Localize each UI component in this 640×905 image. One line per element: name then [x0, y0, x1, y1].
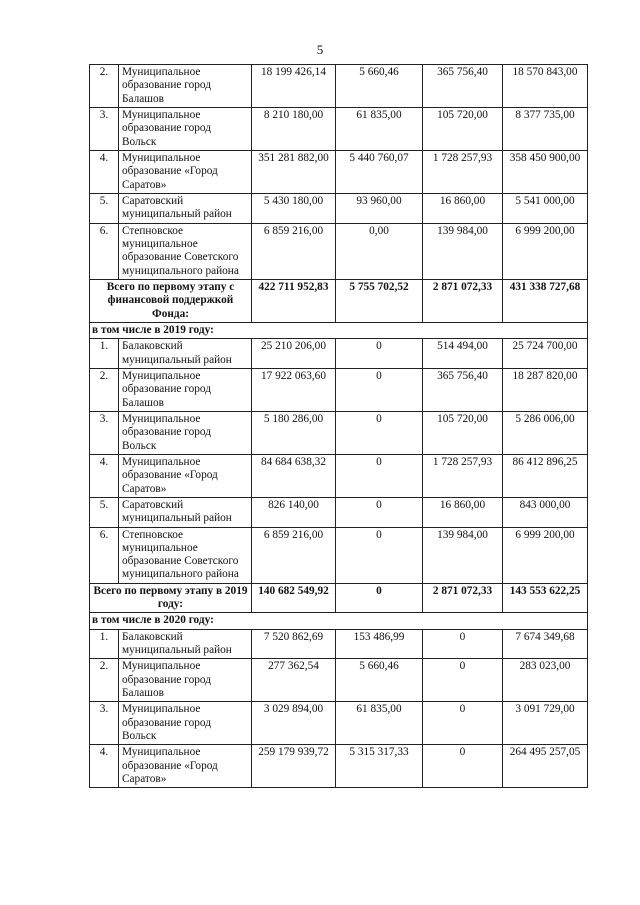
amount-cell: 7 520 862,69 [252, 629, 336, 659]
municipality-name: Муниципальное образование город Балашов [119, 368, 252, 411]
table-row [90, 368, 588, 411]
table-row [90, 659, 588, 702]
row-number: 5. [90, 193, 119, 223]
municipality-name: Саратовский муниципальный район [119, 193, 252, 223]
amount-cell: 259 179 939,72 [252, 745, 336, 788]
section-label: в том числе в 2019 году: [90, 322, 588, 338]
table-row [90, 223, 588, 279]
row-number: 1. [90, 629, 119, 659]
amount-cell: 5 430 180,00 [252, 193, 336, 223]
municipality-name: Степновское муниципальное образование Советского муниципального района [119, 223, 252, 279]
amount-cell: 365 756,40 [423, 368, 503, 411]
amount-cell: 8 210 180,00 [252, 107, 336, 150]
table-row [90, 65, 588, 108]
amount-cell: 139 984,00 [423, 223, 503, 279]
table-row [90, 497, 588, 527]
municipality-name: Балаковский муниципальный район [119, 339, 252, 369]
amount-cell: 5 315 317,33 [336, 745, 423, 788]
amount-cell: 6 999 200,00 [503, 527, 588, 583]
total-label: Всего по первому этапу с финансовой поддержкой Фонда: [90, 279, 252, 322]
row-number: 6. [90, 527, 119, 583]
municipality-name: Муниципальное образование город Вольск [119, 411, 252, 454]
amount-cell: 351 281 882,00 [252, 150, 336, 193]
amount-cell: 5 440 760,07 [336, 150, 423, 193]
amount-cell: 5 180 286,00 [252, 411, 336, 454]
amount-cell: 8 377 735,00 [503, 107, 588, 150]
amount-cell: 0 [336, 497, 423, 527]
amount-cell: 17 922 063,60 [252, 368, 336, 411]
total-label: Всего по первому этапу в 2019 году: [90, 583, 252, 613]
total-amount: 2 871 072,33 [423, 583, 503, 613]
municipality-name: Муниципальное образование город Вольск [119, 107, 252, 150]
municipality-name: Муниципальное образование «Город Саратов» [119, 454, 252, 497]
amount-cell: 5 660,46 [336, 659, 423, 702]
total-row [90, 583, 588, 613]
table-row [90, 193, 588, 223]
amount-cell: 105 720,00 [423, 107, 503, 150]
table-row [90, 150, 588, 193]
row-number: 6. [90, 223, 119, 279]
funding-table-body [90, 65, 588, 788]
amount-cell: 139 984,00 [423, 527, 503, 583]
table-row [90, 629, 588, 659]
amount-cell: 1 728 257,93 [423, 150, 503, 193]
amount-cell: 0 [336, 411, 423, 454]
amount-cell: 105 720,00 [423, 411, 503, 454]
municipality-name: Степновское муниципальное образование Советского муниципального района [119, 527, 252, 583]
amount-cell: 25 724 700,00 [503, 339, 588, 369]
amount-cell: 843 000,00 [503, 497, 588, 527]
amount-cell: 6 859 216,00 [252, 223, 336, 279]
amount-cell: 0 [423, 745, 503, 788]
section-header-row [90, 613, 588, 629]
amount-cell: 84 684 638,32 [252, 454, 336, 497]
amount-cell: 61 835,00 [336, 107, 423, 150]
row-number: 3. [90, 411, 119, 454]
row-number: 2. [90, 659, 119, 702]
table-row [90, 745, 588, 788]
table-row [90, 107, 588, 150]
amount-cell: 7 674 349,68 [503, 629, 588, 659]
amount-cell: 18 199 426,14 [252, 65, 336, 108]
amount-cell: 0 [423, 659, 503, 702]
amount-cell: 16 860,00 [423, 193, 503, 223]
amount-cell: 0 [336, 339, 423, 369]
amount-cell: 5 541 000,00 [503, 193, 588, 223]
row-number: 4. [90, 150, 119, 193]
total-amount: 2 871 072,33 [423, 279, 503, 322]
amount-cell: 0,00 [336, 223, 423, 279]
total-amount: 140 682 549,92 [252, 583, 336, 613]
municipality-name: Муниципальное образование «Город Саратов» [119, 745, 252, 788]
municipality-name: Балаковский муниципальный район [119, 629, 252, 659]
amount-cell: 25 210 206,00 [252, 339, 336, 369]
table-row [90, 411, 588, 454]
amount-cell: 0 [423, 629, 503, 659]
municipality-name: Муниципальное образование город Вольск [119, 702, 252, 745]
amount-cell: 0 [336, 454, 423, 497]
amount-cell: 6 859 216,00 [252, 527, 336, 583]
amount-cell: 264 495 257,05 [503, 745, 588, 788]
amount-cell: 277 362,54 [252, 659, 336, 702]
table-row [90, 454, 588, 497]
row-number: 3. [90, 702, 119, 745]
municipality-name: Муниципальное образование город Балашов [119, 659, 252, 702]
amount-cell: 0 [423, 702, 503, 745]
table-row [90, 702, 588, 745]
page-number: 5 [316, 42, 324, 57]
row-number: 4. [90, 745, 119, 788]
table-row [90, 527, 588, 583]
section-label: в том числе в 2020 году: [90, 613, 588, 629]
amount-cell: 3 091 729,00 [503, 702, 588, 745]
amount-cell: 365 756,40 [423, 65, 503, 108]
amount-cell: 61 835,00 [336, 702, 423, 745]
row-number: 2. [90, 65, 119, 108]
amount-cell: 0 [336, 527, 423, 583]
total-amount: 0 [336, 583, 423, 613]
total-amount: 5 755 702,52 [336, 279, 423, 322]
amount-cell: 86 412 896,25 [503, 454, 588, 497]
amount-cell: 826 140,00 [252, 497, 336, 527]
row-number: 5. [90, 497, 119, 527]
municipality-name: Муниципальное образование город Балашов [119, 65, 252, 108]
row-number: 4. [90, 454, 119, 497]
amount-cell: 16 860,00 [423, 497, 503, 527]
amount-cell: 18 570 843,00 [503, 65, 588, 108]
amount-cell: 93 960,00 [336, 193, 423, 223]
total-amount: 422 711 952,83 [252, 279, 336, 322]
amount-cell: 1 728 257,93 [423, 454, 503, 497]
amount-cell: 153 486,99 [336, 629, 423, 659]
amount-cell: 3 029 894,00 [252, 702, 336, 745]
municipality-name: Муниципальное образование «Город Саратов» [119, 150, 252, 193]
total-amount: 143 553 622,25 [503, 583, 588, 613]
amount-cell: 283 023,00 [503, 659, 588, 702]
row-number: 1. [90, 339, 119, 369]
amount-cell: 18 287 820,00 [503, 368, 588, 411]
amount-cell: 514 494,00 [423, 339, 503, 369]
amount-cell: 0 [336, 368, 423, 411]
funding-table [89, 64, 588, 788]
row-number: 2. [90, 368, 119, 411]
amount-cell: 5 286 006,00 [503, 411, 588, 454]
row-number: 3. [90, 107, 119, 150]
amount-cell: 5 660,46 [336, 65, 423, 108]
section-header-row [90, 322, 588, 338]
table-row [90, 339, 588, 369]
amount-cell: 358 450 900,00 [503, 150, 588, 193]
municipality-name: Саратовский муниципальный район [119, 497, 252, 527]
total-amount: 431 338 727,68 [503, 279, 588, 322]
amount-cell: 6 999 200,00 [503, 223, 588, 279]
total-row [90, 279, 588, 322]
